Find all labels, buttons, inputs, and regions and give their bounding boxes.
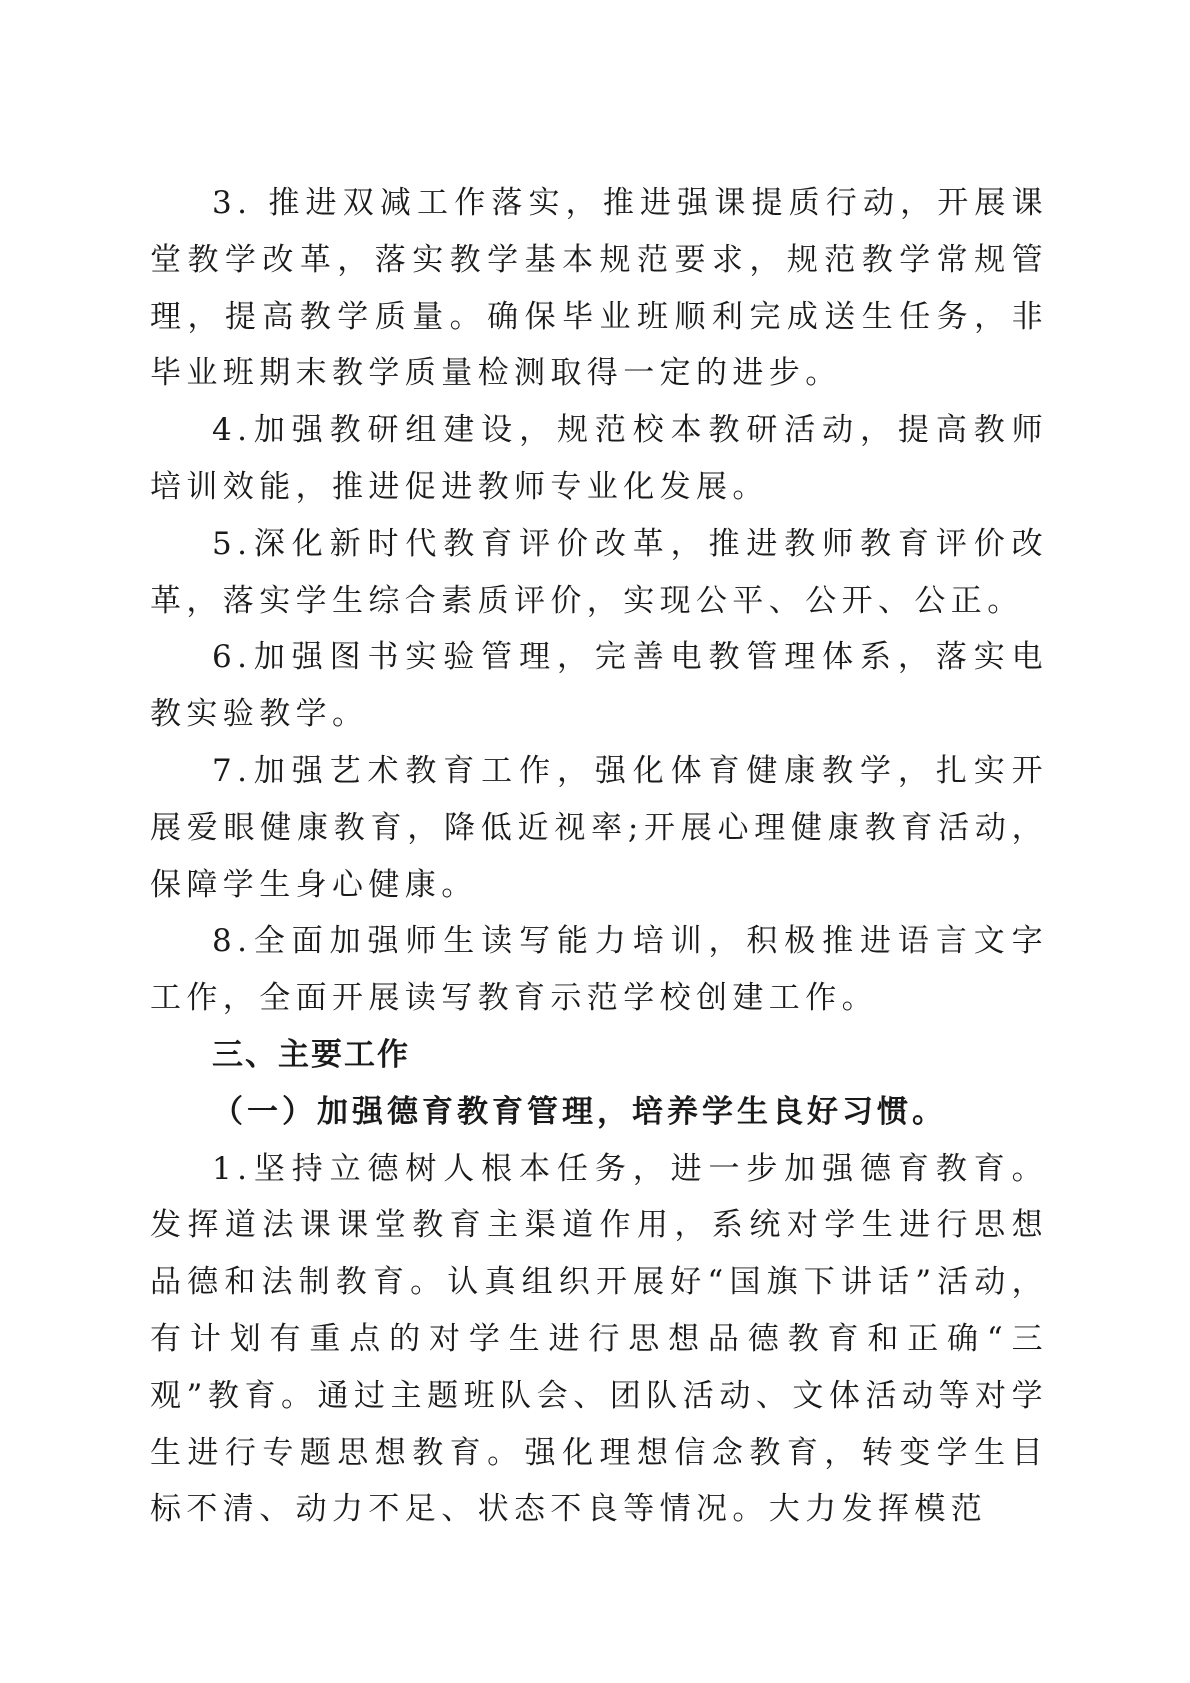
paragraph-work-1: 1.坚持立德树人根本任务，进一步加强德育教育。发挥道法课课堂教育主渠道作用，系统对学生进行思想品德和法制教育。认真组织开展好“国旗下讲话”活动，有计划有重点的对学生进行思想品德教育和正确“三观”教育。通过主题班队会、团队活动、文体活动等对学生进行专题思想教育。强化理想信念教育，转变学生目标不清、动力不足、状态不良等情况。大力发挥模范 <box>150 1150 1048 1528</box>
paragraph-goal-8: 8.全面加强师生读写能力培训，积极推进语言文字工作，全面开展读写教育示范学校创建工作。 <box>150 923 1048 1017</box>
paragraph-goal-7: 7.加强艺术教育工作，强化体育健康教学，扎实开展爱眼健康教育，降低近视率;开展心理健康教育活动，保障学生身心健康。 <box>150 752 1048 903</box>
paragraph-goal-5: 5.深化新时代教育评价改革，推进教师教育评价改革，落实学生综合素质评价，实现公平、公开、公正。 <box>150 525 1048 619</box>
paragraph-goal-3: 3. 推进双减工作落实，推进强课提质行动，开展课堂教学改革，落实教学基本规范要求，规范教学常规管理，提高教学质量。确保毕业班顺利完成送生任务，非毕业班期末教学质量检测取得一定的进步。 <box>150 185 1048 392</box>
section-heading: 三、主要工作 <box>212 1036 410 1073</box>
paragraph-goal-6: 6.加强图书实验管理，完善电教管理体系，落实电教实验教学。 <box>150 639 1048 733</box>
subsection-heading: （一）加强德育教育管理，培养学生良好习惯。 <box>212 1093 947 1130</box>
paragraph-goal-4: 4.加强教研组建设，规范校本教研活动，提高教师培训效能，推进促进教师专业化发展。 <box>150 412 1048 505</box>
document-body <box>150 175 1048 1538</box>
